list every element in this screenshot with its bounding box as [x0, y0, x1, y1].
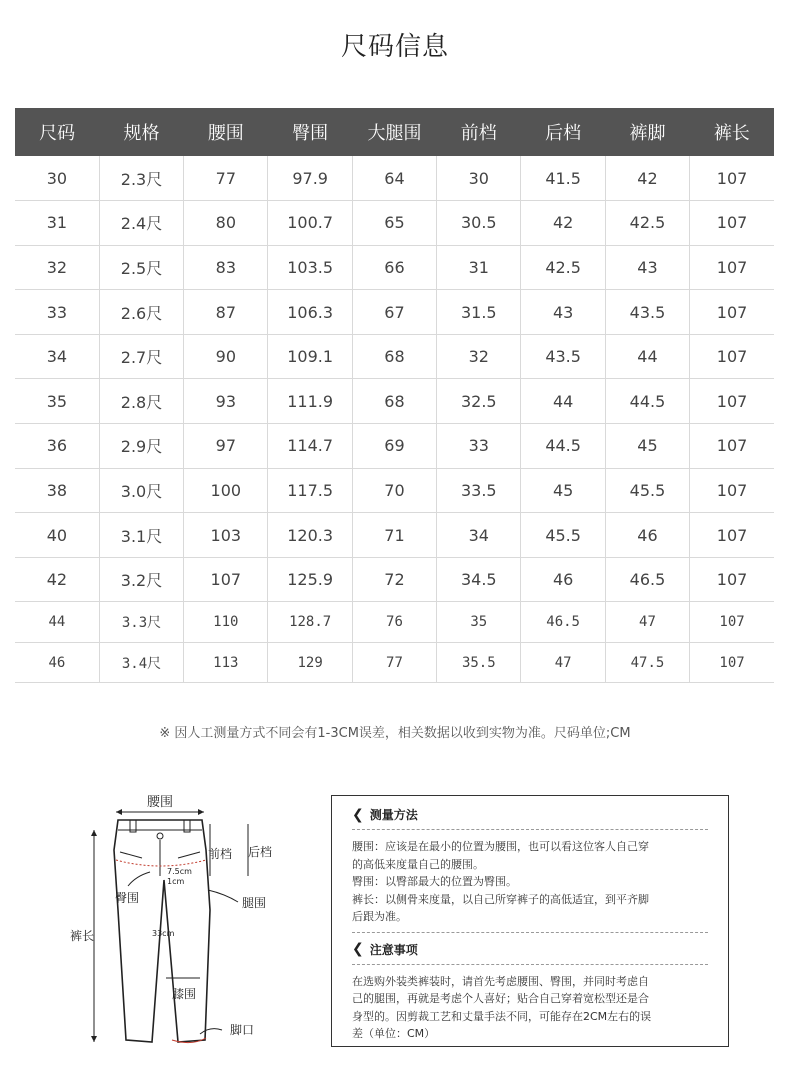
table-cell: 107 — [690, 156, 774, 201]
measurement-note: ※ 因人工测量方式不同会有1-3CM误差，相关数据以收到实物为准。尺码单位;CM — [159, 726, 631, 741]
table-cell: 100.7 — [268, 201, 352, 246]
table-cell: 31.5 — [437, 290, 521, 335]
table-cell: 43.5 — [521, 334, 605, 379]
table-cell: 110 — [184, 602, 268, 643]
table-cell: 106.3 — [268, 290, 352, 335]
table-row — [15, 468, 774, 513]
table-cell: 103 — [184, 513, 268, 558]
notice-text — [352, 973, 708, 1043]
table-cell: 41.5 — [521, 156, 605, 201]
table-cell: 93 — [184, 379, 268, 424]
table-cell: 43 — [521, 290, 605, 335]
table-cell: 68 — [352, 379, 436, 424]
measure-method-text — [352, 838, 708, 926]
table-cell: 70 — [352, 468, 436, 513]
table-cell: 97.9 — [268, 156, 352, 201]
table-cell: 44.5 — [521, 424, 605, 469]
divider — [352, 829, 708, 830]
table-cell: 111.9 — [268, 379, 352, 424]
table-row — [15, 557, 774, 602]
table-cell: 42 — [521, 201, 605, 246]
table-row — [15, 201, 774, 246]
notice-line: 己的腿围，再就是考虑个人喜好；贴合自己穿着宽松型还是合 — [352, 992, 649, 1005]
table-row — [15, 334, 774, 379]
table-cell: 107 — [690, 468, 774, 513]
table-cell: 46.5 — [521, 602, 605, 643]
table-cell: 30 — [15, 156, 99, 201]
notice-line: 在选购外装类裤装时，请首先考虑腰围、臀围，并同时考虑自 — [352, 974, 649, 988]
table-cell: 34.5 — [437, 557, 521, 602]
table-cell: 32 — [437, 334, 521, 379]
column-header: 腰围 — [184, 108, 268, 156]
table-cell: 45.5 — [521, 513, 605, 558]
column-header: 规格 — [99, 108, 183, 156]
table-cell: 3.1尺 — [99, 513, 183, 558]
table-cell: 42 — [605, 156, 689, 201]
table-cell: 114.7 — [268, 424, 352, 469]
table-cell: 3.2尺 — [99, 557, 183, 602]
size-table — [15, 108, 774, 683]
column-header: 前档 — [437, 108, 521, 156]
table-row — [15, 245, 774, 290]
measure-method-heading: ❮ 测量方法 — [352, 806, 418, 823]
table-cell: 47 — [521, 642, 605, 683]
table-cell: 83 — [184, 245, 268, 290]
table-cell: 30 — [437, 156, 521, 201]
table-cell: 44 — [605, 334, 689, 379]
table-cell: 35 — [437, 602, 521, 643]
table-cell: 113 — [184, 642, 268, 683]
table-cell: 80 — [184, 201, 268, 246]
table-cell: 46 — [521, 557, 605, 602]
table-cell: 30.5 — [437, 201, 521, 246]
table-cell: 2.3尺 — [99, 156, 183, 201]
page-title: 尺码信息 — [340, 32, 449, 62]
table-cell: 66 — [352, 245, 436, 290]
label-waist: 腰围 — [146, 795, 174, 810]
measure-line: 裤长：以侧骨来度量，以自己所穿裤子的高低适宜，到平齐脚 — [352, 892, 649, 906]
table-cell: 97 — [184, 424, 268, 469]
label-length: 裤长 — [70, 929, 95, 943]
table-cell: 34 — [437, 513, 521, 558]
chevron-left-icon: ❮ — [352, 941, 364, 957]
table-cell: 33 — [437, 424, 521, 469]
measure-line: 臀围：以臀部最大的位置为臀围。 — [352, 875, 517, 888]
table-cell: 42 — [15, 557, 99, 602]
table-cell: 77 — [352, 642, 436, 683]
table-cell: 2.9尺 — [99, 424, 183, 469]
table-row — [15, 156, 774, 201]
table-cell: 46.5 — [605, 557, 689, 602]
pants-illustration — [60, 790, 300, 1060]
table-cell: 45.5 — [605, 468, 689, 513]
table-cell: 69 — [352, 424, 436, 469]
table-cell: 67 — [352, 290, 436, 335]
table-cell: 128.7 — [268, 602, 352, 643]
table-row — [15, 379, 774, 424]
measure-line: 的高低来度量自己的腰围。 — [352, 857, 484, 871]
table-cell: 44 — [521, 379, 605, 424]
column-header: 裤脚 — [605, 108, 689, 156]
column-header: 尺码 — [15, 108, 99, 156]
table-cell: 47.5 — [605, 642, 689, 683]
table-cell: 107 — [690, 424, 774, 469]
notice-line: 差（单位：CM） — [352, 1027, 436, 1040]
table-cell: 117.5 — [268, 468, 352, 513]
table-cell: 107 — [690, 379, 774, 424]
table-cell: 120.3 — [268, 513, 352, 558]
table-cell: 87 — [184, 290, 268, 335]
table-cell: 107 — [690, 513, 774, 558]
label-hem: 脚口 — [230, 1023, 255, 1037]
table-cell: 31 — [437, 245, 521, 290]
table-cell: 35 — [15, 379, 99, 424]
table-cell: 100 — [184, 468, 268, 513]
table-cell: 107 — [690, 557, 774, 602]
column-header: 臀围 — [268, 108, 352, 156]
table-cell: 33 — [15, 290, 99, 335]
notice-heading: ❮ 注意事项 — [352, 941, 418, 957]
table-cell: 31 — [15, 201, 99, 246]
table-cell: 43.5 — [605, 290, 689, 335]
measure-line: 后跟为准。 — [352, 910, 407, 923]
pants-diagram — [60, 790, 300, 1060]
table-cell: 34 — [15, 334, 99, 379]
table-cell: 107 — [690, 201, 774, 246]
table-cell: 33.5 — [437, 468, 521, 513]
table-cell: 42.5 — [605, 201, 689, 246]
label-m3: 33cm — [152, 929, 175, 938]
table-cell: 107 — [690, 245, 774, 290]
measurement-guide — [331, 795, 729, 1047]
column-header: 后档 — [521, 108, 605, 156]
notice-line: 身型的。因剪裁工艺和丈量手法不同，可能存在2CM左右的误 — [352, 1009, 652, 1023]
table-cell: 46 — [15, 642, 99, 683]
divider — [352, 932, 708, 933]
table-cell: 76 — [352, 602, 436, 643]
label-back-rise: 后档 — [248, 845, 273, 859]
table-cell: 32.5 — [437, 379, 521, 424]
table-cell: 43 — [605, 245, 689, 290]
table-cell: 3.3尺 — [99, 602, 183, 643]
table-cell: 42.5 — [521, 245, 605, 290]
table-cell: 47 — [605, 602, 689, 643]
table-cell: 46 — [605, 513, 689, 558]
table-cell: 44 — [15, 602, 99, 643]
label-m2: 1cm — [167, 877, 185, 886]
label-thigh: 腿围 — [242, 896, 267, 910]
table-cell: 38 — [15, 468, 99, 513]
column-header: 大腿围 — [352, 108, 436, 156]
table-cell: 71 — [352, 513, 436, 558]
table-header-row — [15, 108, 774, 156]
column-header: 裤长 — [690, 108, 774, 156]
table-row — [15, 290, 774, 335]
table-cell: 2.7尺 — [99, 334, 183, 379]
table-row — [15, 424, 774, 469]
table-cell: 107 — [690, 602, 774, 643]
table-row — [15, 602, 774, 643]
label-hip: 臀围 — [115, 891, 140, 905]
label-m1: 7.5cm — [167, 867, 192, 876]
table-cell: 109.1 — [268, 334, 352, 379]
table-cell: 3.0尺 — [99, 468, 183, 513]
table-row — [15, 642, 774, 683]
table-cell: 2.8尺 — [99, 379, 183, 424]
table-cell: 35.5 — [437, 642, 521, 683]
divider — [352, 964, 708, 965]
table-cell: 77 — [184, 156, 268, 201]
table-cell: 2.6尺 — [99, 290, 183, 335]
table-cell: 40 — [15, 513, 99, 558]
label-knee: 膝围 — [172, 987, 197, 1001]
table-body — [15, 156, 774, 683]
table-cell: 45 — [605, 424, 689, 469]
table-cell: 45 — [521, 468, 605, 513]
table-cell: 72 — [352, 557, 436, 602]
chevron-left-icon: ❮ — [352, 806, 364, 823]
table-cell: 103.5 — [268, 245, 352, 290]
table-cell: 64 — [352, 156, 436, 201]
table-cell: 107 — [690, 642, 774, 683]
table-cell: 3.4尺 — [99, 642, 183, 683]
table-cell: 90 — [184, 334, 268, 379]
table-row — [15, 513, 774, 558]
table-cell: 2.5尺 — [99, 245, 183, 290]
table-cell: 36 — [15, 424, 99, 469]
table-cell: 32 — [15, 245, 99, 290]
table-cell: 107 — [690, 290, 774, 335]
table-cell: 44.5 — [605, 379, 689, 424]
table-cell: 107 — [184, 557, 268, 602]
measure-line: 腰围：应该是在最小的位置为腰围，也可以看这位客人自己穿 — [352, 840, 649, 853]
table-cell: 68 — [352, 334, 436, 379]
table-cell: 2.4尺 — [99, 201, 183, 246]
table-cell: 107 — [690, 334, 774, 379]
table-cell: 129 — [268, 642, 352, 683]
table-cell: 65 — [352, 201, 436, 246]
table-cell: 125.9 — [268, 557, 352, 602]
label-front-rise: 前档 — [208, 847, 233, 861]
